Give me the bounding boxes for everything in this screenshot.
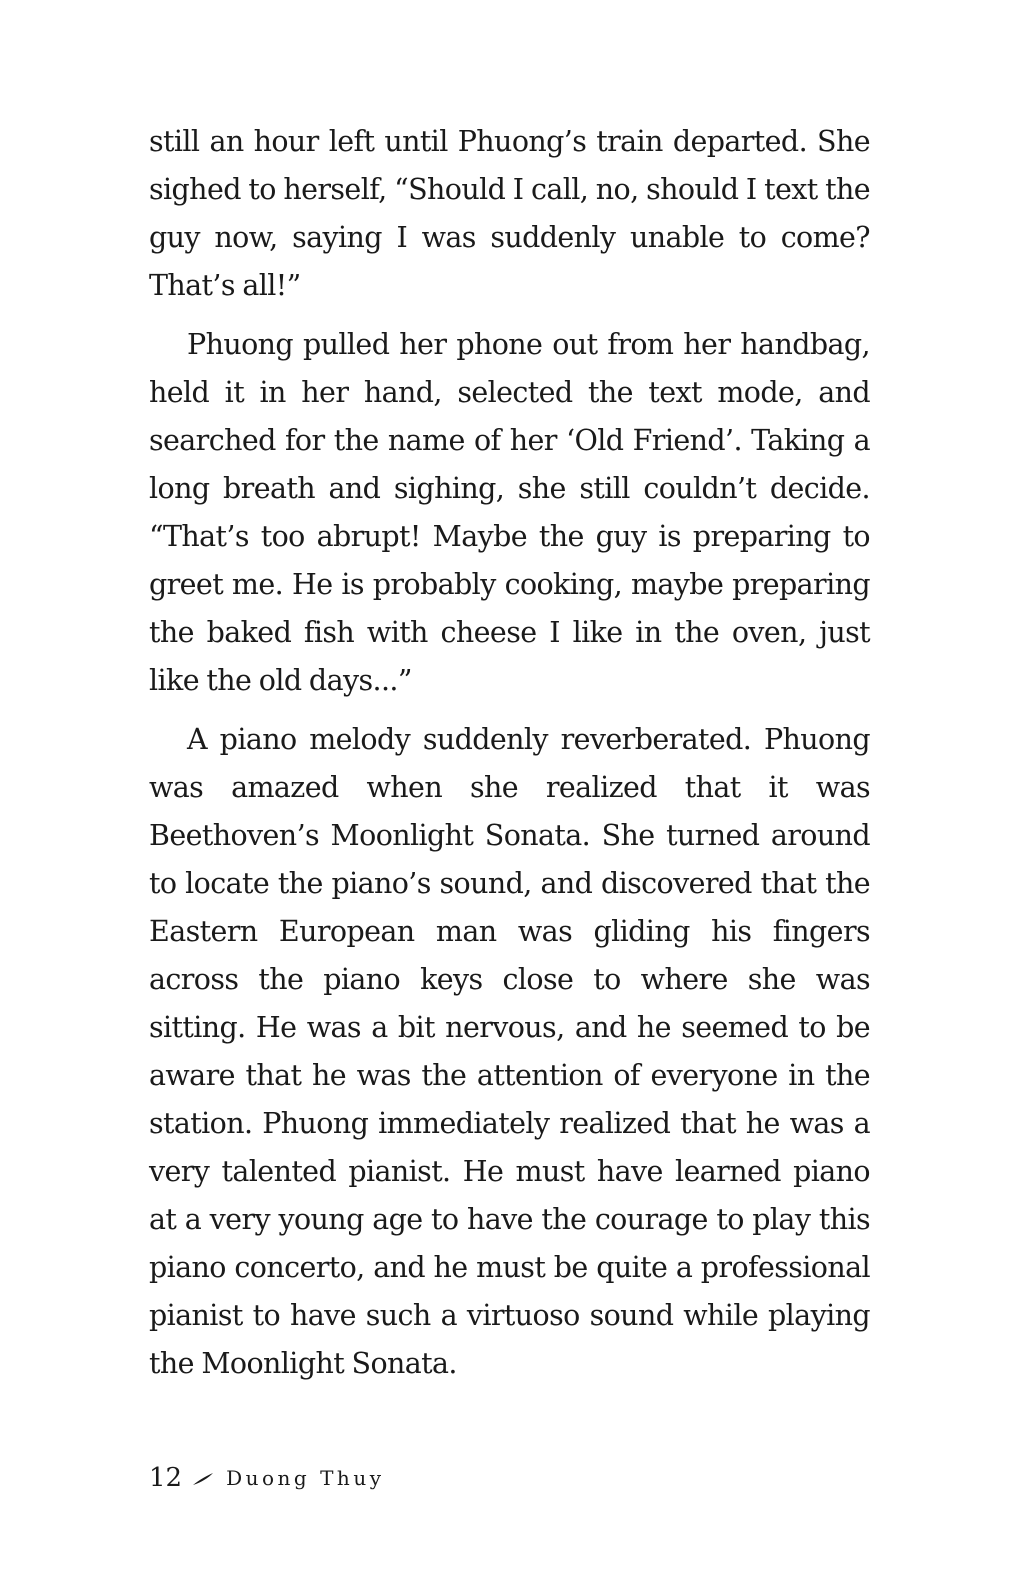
author-name: Duong Thuy [226, 1466, 385, 1490]
feather-icon [192, 1471, 214, 1485]
paragraph-3: A piano melody suddenly reverberated. Phuong was amazed when she realized that it was Beethoven’s Moonlight Sonata. She turned around to locate the piano’s sound, and discovered that the Eastern European man was gliding his fingers across the piano keys close to where she was sitting. He was a bit nervous, and he seemed to be aware that he was the attention of everyone in the station. Phuong immediately realized that he was a very talented pianist. He must have learned piano at a very young age to have the courage to play this piano concerto, and he must be quite a professional pianist to have such a virtuoso sound while playing the Moonlight Sonata. [149, 723, 870, 1380]
paragraph-2: Phuong pulled her phone out from her handbag, held it in her hand, selected the text mode, and searched for the name of her ‘Old Friend’. Taking a long breath and sighing, she still couldn’t decide. “That’s too abrupt! Maybe the guy is preparing to greet me. He is probably cooking, maybe preparing the baked fish with cheese I like in the oven, just like the old days...” [149, 328, 870, 697]
page-number: 12 [149, 1463, 183, 1493]
page-footer [149, 1458, 385, 1498]
page-body [149, 118, 870, 1399]
paragraph-1: still an hour left until Phuong’s train departed. She sighed to herself, “Should I call, no, should I text the guy now, saying I was suddenly unable to come? That’s all!” [149, 125, 870, 302]
